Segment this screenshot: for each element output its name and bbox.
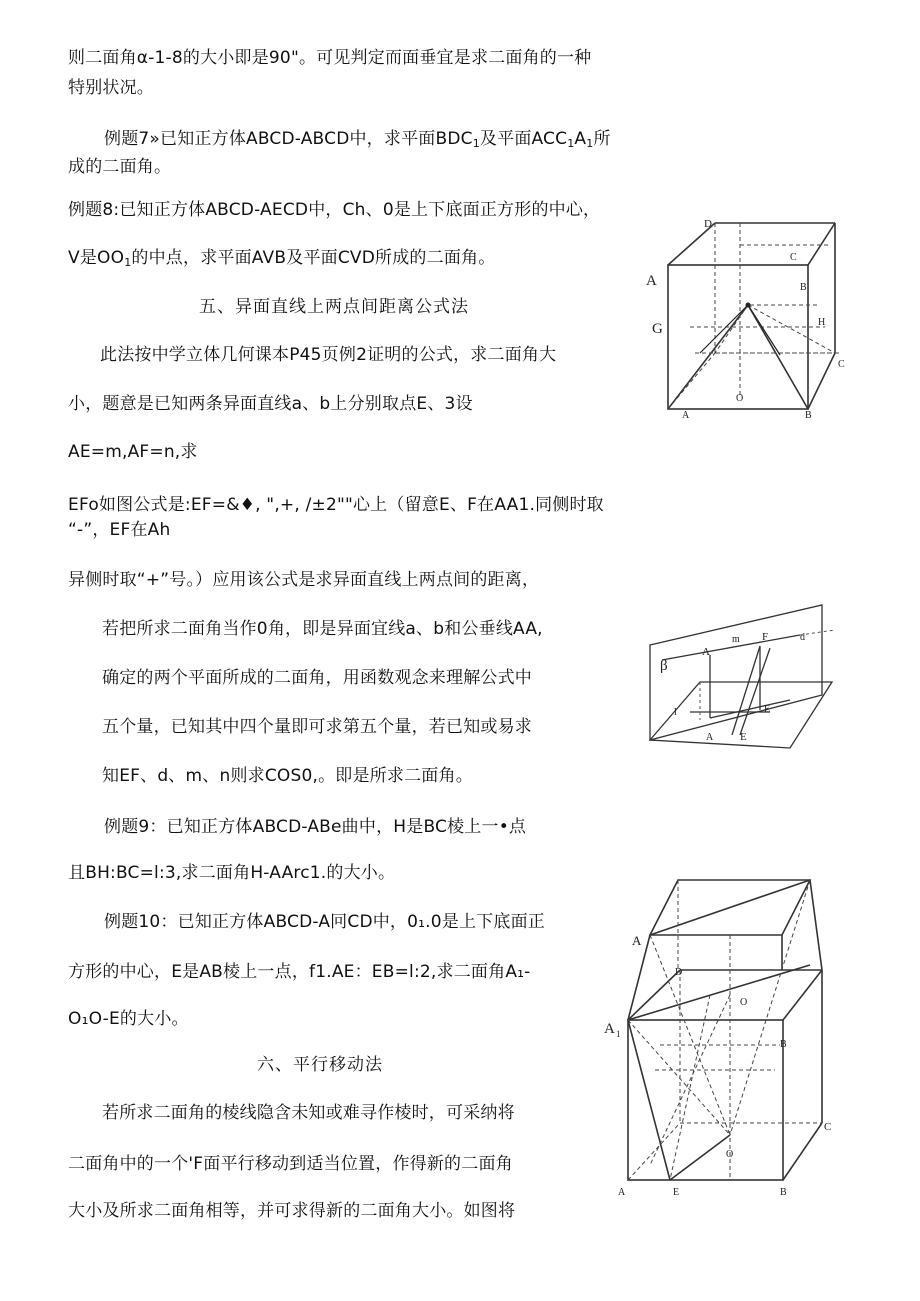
svg-text:O: O xyxy=(726,1149,734,1160)
svg-text:O: O xyxy=(736,393,744,404)
svg-text:B: B xyxy=(780,1187,787,1198)
svg-text:E: E xyxy=(673,1187,680,1198)
example-8-line-2: V是$OO_1$的中点，求平面AVB及平面CVD所成的二面角。 xyxy=(68,248,496,269)
svg-text:H: H xyxy=(818,317,826,328)
svg-text:B: B xyxy=(800,282,807,293)
svg-text:A: A xyxy=(702,646,710,658)
example-9-line-1: 例题9：已知正方体ABCD-ABe曲中，H是BC棱上一•点 xyxy=(104,817,527,837)
text-line-10: AE=m,AF=n,求 xyxy=(68,442,198,462)
text-line-26: 大小及所求二面角相等，并可求得新的二面角大小。如图将 xyxy=(68,1201,516,1221)
example-7-line-2: 成的二面角。 xyxy=(68,157,172,177)
svg-text:B: B xyxy=(805,410,812,420)
svg-text:1: 1 xyxy=(616,1029,621,1039)
svg-text:F: F xyxy=(762,631,769,643)
svg-text:A: A xyxy=(682,410,690,420)
text-line-15: 确定的两个平面所成的二面角，用函数观念来理解公式中 xyxy=(102,668,532,688)
svg-text:D: D xyxy=(675,967,683,978)
text-line-17: 知EF、d、m、n则求COS0,。即是所求二面角。 xyxy=(102,766,473,786)
example-7-line-1: 例题7»已知正方体ABCD-ABCD中，求平面$BDC_1$及平面$ACC_1A_1$所 xyxy=(104,129,611,150)
svg-text:A: A xyxy=(706,732,714,743)
apex-v-point xyxy=(746,303,751,308)
text-line-1: 则二面角α-1-8的大小即是90"。可见判定而面垂宜是求二面角的一种 xyxy=(68,48,592,68)
svg-text:A: A xyxy=(604,1021,615,1037)
text-line-2: 特别状况。 xyxy=(68,78,154,98)
svg-text:E: E xyxy=(764,704,771,715)
text-line-11: EFo如图公式是:EF=&♦, ",+, /±2""心上（留意E、F在AA1.同侧时取 xyxy=(68,495,604,515)
svg-text:A: A xyxy=(646,273,657,289)
example-9-line-2: 且BH:BC=l:3,求二面角H-AArc1.的大小。 xyxy=(68,863,396,883)
text-line-8: 此法按中学立体几何课本P45页例2证明的公式，求二面角大 xyxy=(100,345,557,365)
skew-planes-figure xyxy=(640,600,840,750)
svg-text:G: G xyxy=(652,321,663,337)
svg-text:l: l xyxy=(674,707,677,718)
text-line-24: 若所求二面角的棱线隐含未知或难寻作棱时，可采纳将 xyxy=(102,1103,515,1123)
svg-text:m: m xyxy=(732,634,740,645)
example-10-line-2: 方形的中心，E是AB棱上一点，f1.AE：EB=l:2,求二面角A₁- xyxy=(68,962,531,982)
svg-text:A: A xyxy=(632,933,642,948)
svg-text:B: B xyxy=(780,1039,787,1050)
text-line-16: 五个量，已知其中四个量即可求第五个量，若已知或易求 xyxy=(102,717,532,737)
svg-text:β: β xyxy=(660,658,668,674)
svg-text:C: C xyxy=(824,1121,832,1133)
text-line-14: 若把所求二面角当作0角，即是异面宜线a、b和公垂线AA, xyxy=(102,619,543,639)
section-6-heading: 六、平行移动法 xyxy=(257,1055,383,1075)
example-10-line-3: O₁O-E的大小。 xyxy=(68,1009,189,1029)
text-line-12: “-”，EF在Ah xyxy=(68,520,171,540)
text-line-25: 二面角中的一个'F面平行移动到适当位置，作得新的二面角 xyxy=(68,1154,513,1174)
text-line-9: 小，题意是已知两条异面直线a、b上分别取点E、3设 xyxy=(68,394,473,414)
svg-text:C: C xyxy=(838,359,845,370)
text-line-13: 异侧时取“+”号。）应用该公式是求异面直线上两点间的距离， xyxy=(68,570,540,590)
example-10-line-1: 例题10：已知正方体ABCD-A冋CD中，0₁.0是上下底面正 xyxy=(104,912,545,932)
svg-text:C: C xyxy=(790,252,797,263)
cube-figure-2 xyxy=(600,855,840,1200)
cube-figure-1 xyxy=(640,205,855,420)
section-5-heading: 五、异面直线上两点间距离公式法 xyxy=(199,297,469,317)
svg-text:O: O xyxy=(740,997,748,1008)
svg-text:D: D xyxy=(704,218,712,230)
svg-text:d: d xyxy=(800,632,805,643)
svg-text:A: A xyxy=(618,1187,626,1198)
svg-text:E: E xyxy=(740,731,747,743)
example-8-line-1: 例题8:已知正方体ABCD-AECD中，Ch、0是上下底面正方形的中心， xyxy=(68,200,601,220)
